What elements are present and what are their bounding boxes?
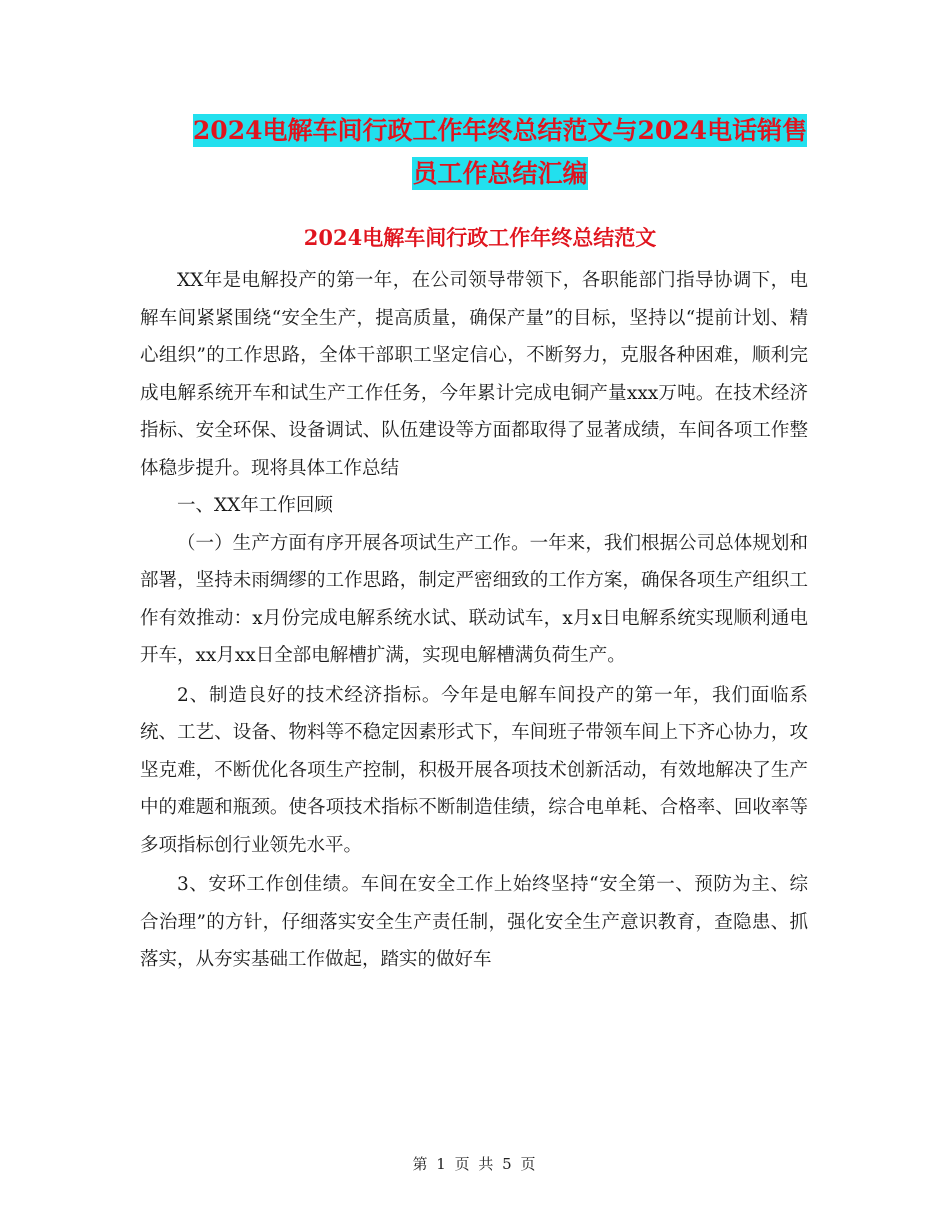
paragraph-safety: 3、安环工作创佳绩。车间在安全工作上始终坚持“安全第一、预防为主、综合治理”的方针，仔细落实安全生产责任制，强化安全生产意识教育，查隐患、抓落实，从夯实基础工作做起，踏实的做好车 xyxy=(140,874,808,970)
title-highlight-1: 2024电解车间行政工作年终总结范文与2024电话销售 xyxy=(192,116,808,145)
document-title-line-1 xyxy=(130,108,870,154)
title-highlight-2: 员工作总结汇编 xyxy=(412,159,588,188)
paragraph-production: （一）生产方面有序开展各项试生产工作。一年来，我们根据公司总体规划和部署，坚持未雨绸缪的工作思路，制定严密细致的工作方案，确保各项生产组织工作有效推动：x月份完成电解系统水试、联动试车，x月x日电解系统实现顺利通电开车，xx月xx日全部电解槽扩满，实现电解槽满负荷生产。 xyxy=(140,532,808,666)
page-number-footer: 第 1 页 共 5 页 xyxy=(412,1155,538,1173)
document-title-line-2 xyxy=(130,151,870,197)
section-title: 2024电解车间行政工作年终总结范文 xyxy=(303,225,657,250)
paragraph-technical-indicators: 2、制造良好的技术经济指标。今年是电解车间投产的第一年，我们面临系统、工艺、设备、物料等不稳定因素形式下，车间班子带领车间上下齐心协力，攻坚克难，不断优化各项生产控制，积极开展各项技术创新活动，有效地解决了生产中的难题和瓶颈。使各项技术指标不断制造佳绩，综合电单耗、合格率、回收率等多项指标创行业领先水平。 xyxy=(140,684,808,856)
document-body xyxy=(140,262,808,979)
paragraph-heading-review: 一、XX年工作回顾 xyxy=(177,495,333,516)
paragraph-intro: XX年是电解投产的第一年，在公司领导带领下，各职能部门指导协调下，电解车间紧紧围绕“安全生产，提高质量，确保产量”的目标，坚持以“提前计划、精心组织”的工作思路，全体干部职工坚定信心，不断努力，克服各种困难，顺利完成电解系统开车和试生产工作任务，今年累计完成电铜产量xxx万吨。在技术经济指标、安全环保、设备调试、队伍建设等方面都取得了显著成绩，车间各项工作整体稳步提升。现将具体工作总结 xyxy=(140,270,808,479)
